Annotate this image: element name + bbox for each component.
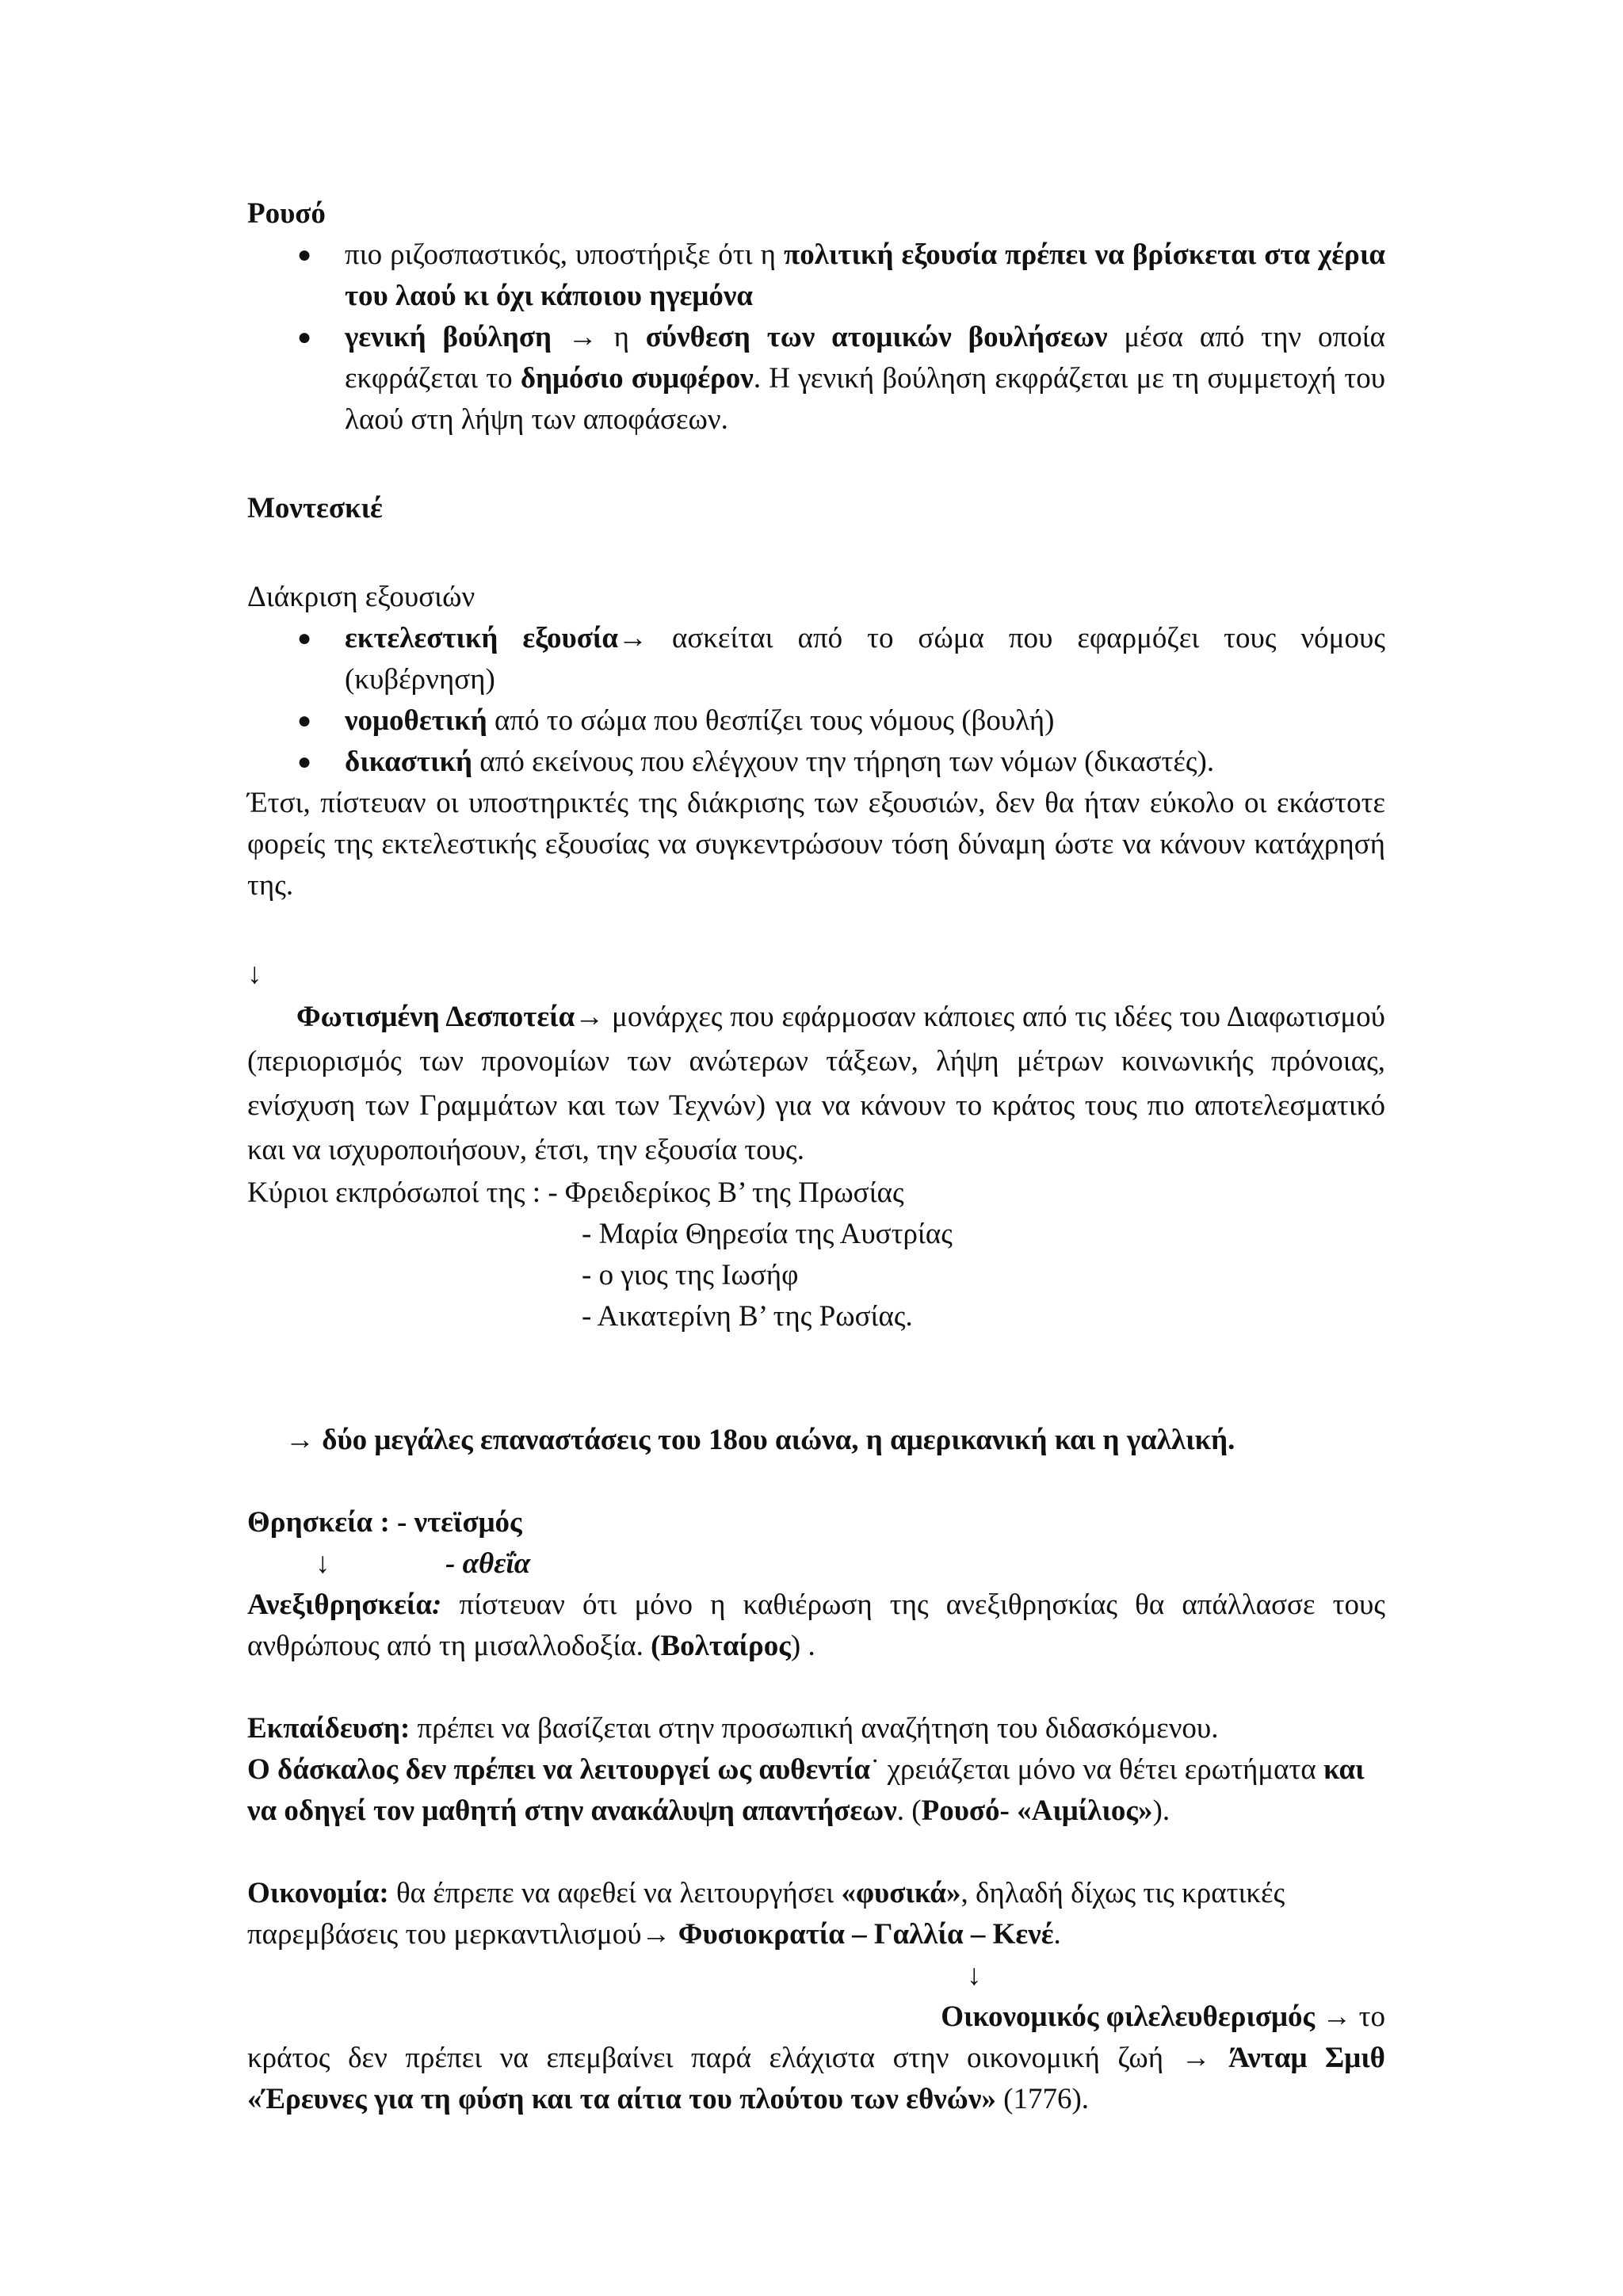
representative-item: - Μαρία Θηρεσία της Αυστρίας: [582, 1218, 953, 1250]
list-item: ● νομοθετική από το σώμα που θεσπίζει τους νόμους (βουλή): [247, 700, 1385, 742]
religion-label: Θρησκεία : - ντεϊσμός: [247, 1506, 522, 1539]
revolutions-line: → δύο μεγάλες επαναστάσεις του 18ου αιώνα, η αμερικανική και η γαλλική.: [285, 1424, 1235, 1456]
representative-item: - Αικατερίνη Β’ της Ρωσίας.: [582, 1300, 913, 1333]
atheism-label: - αθεΐα: [445, 1547, 531, 1580]
list-item: ● εκτελεστική εξουσία→ ασκείται από το σώμα που εφαρμόζει τους νόμους (κυβέρνηση): [247, 618, 1385, 700]
economy-paragraph: Οικονομία: θα έπρεπε να αφεθεί να λειτουργήσει «φυσικά», δηλαδή δίχως τις κρατικές παρεμβάσεις του μερκαντιλισμού→ Φυσιοκρατία – Γαλλία – Κενέ.: [247, 1877, 1285, 1951]
adam-smith-paragraph: κράτος δεν πρέπει να επεμβαίνει παρά ελάχιστα στην οικονομική ζωή → Άνταμ Σμιθ «Έρευνες για τη φύση και τα αίτια του πλούτου των εθνών» (1776).: [247, 2042, 1385, 2115]
liberalism-line: Οικονομικός φιλελευθερισμός → το: [941, 2000, 1385, 2033]
document-page: [247, 193, 1385, 2120]
down-arrow-icon: ↓: [967, 1959, 982, 1992]
montesquieu-heading: Μοντεσκιέ: [247, 492, 383, 524]
list-item: ● πιο ριζοσπαστικός, υποστήριξε ότι η πολιτική εξουσία πρέπει να βρίσκεται στα χέρια του λαού κι όχι κάποιου ηγεμόνα: [247, 235, 1385, 317]
powers-list: [247, 618, 1385, 783]
representative-item: - ο γιος της Ιωσήφ: [582, 1259, 799, 1291]
education-paragraph: Εκπαίδευση: πρέπει να βασίζεται στην προσωπική αναζήτηση του διδασκόμενου. Ο δάσκαλος δεν πρέπει να λειτουργεί ως αυθεντία˙ χρειάζεται μόνο να θέτει ερωτήματα και να οδηγεί τον μαθητή στην ανακάλυψη απαντήσεων. (Ρουσό- «Αιμίλιος»).: [247, 1712, 1365, 1827]
list-item: ● γενική βούληση → η σύνθεση των ατομικών βουλήσεων μέσα από την οποία εκφράζεται το δημόσιο συμφέρον. Η γενική βούληση εκφράζεται με τη συμμετοχή του λαού στη λήψη των αποφάσεων.: [247, 317, 1385, 441]
separation-of-powers-intro: Διάκριση εξουσιών: [247, 581, 475, 613]
down-arrow-icon: ↓: [247, 958, 262, 990]
separation-conclusion: Έτσι, πίστευαν οι υποστηρικτές της διάκρισης των εξουσιών, δεν θα ήταν εύκολο οι εκάστοτε φορείς της εκτελεστικής εξουσίας να συγκεντρώσουν τόση δύναμη ώστε να κάνουν κατάχρησή της.: [247, 787, 1385, 902]
rousseau-heading: Ρουσό: [247, 197, 326, 230]
bullet-icon: ●: [297, 707, 312, 734]
religious-tolerance: Ανεξιθρησκεία: πίστευαν ότι μόνο η καθιέρωση της ανεξιθρησκίας θα απάλλασσε τους ανθρώπους από τη μισαλλοδοξία. (Βολταίρος) .: [247, 1589, 1385, 1662]
rousseau-list: [247, 235, 1385, 441]
bullet-icon: ●: [297, 242, 312, 268]
representatives-label: Κύριοι εκπρόσωποί της : - Φρειδερίκος Β’ της Πρωσίας: [247, 1177, 904, 1209]
bullet-icon: ●: [297, 625, 312, 651]
economy-arrow-row: [247, 1955, 1385, 1997]
bullet-icon: ●: [297, 324, 312, 350]
bullet-icon: ●: [297, 749, 312, 775]
religion-arrow-row: [247, 1543, 1385, 1585]
down-arrow-icon: ↓: [315, 1547, 330, 1580]
despotism-paragraph: Φωτισμένη Δεσποτεία→ μονάρχες που εφάρμοσαν κάποιες από τις ιδέες του Διαφωτισμού (περιορισμός των προνομίων των ανώτερων τάξεων, λήψη μέτρων κοινωνικής πρόνοιας, ενίσχυση των Γραμμάτων και των Τεχνών) για να κάνουν το κράτος τους πιο αποτελεσματικό και να ισχυροποιήσουν, έτσι, την εξουσία τους.: [247, 1001, 1385, 1166]
list-item: ● δικαστική από εκείνους που ελέγχουν την τήρηση των νόμων (δικαστές).: [247, 742, 1385, 783]
